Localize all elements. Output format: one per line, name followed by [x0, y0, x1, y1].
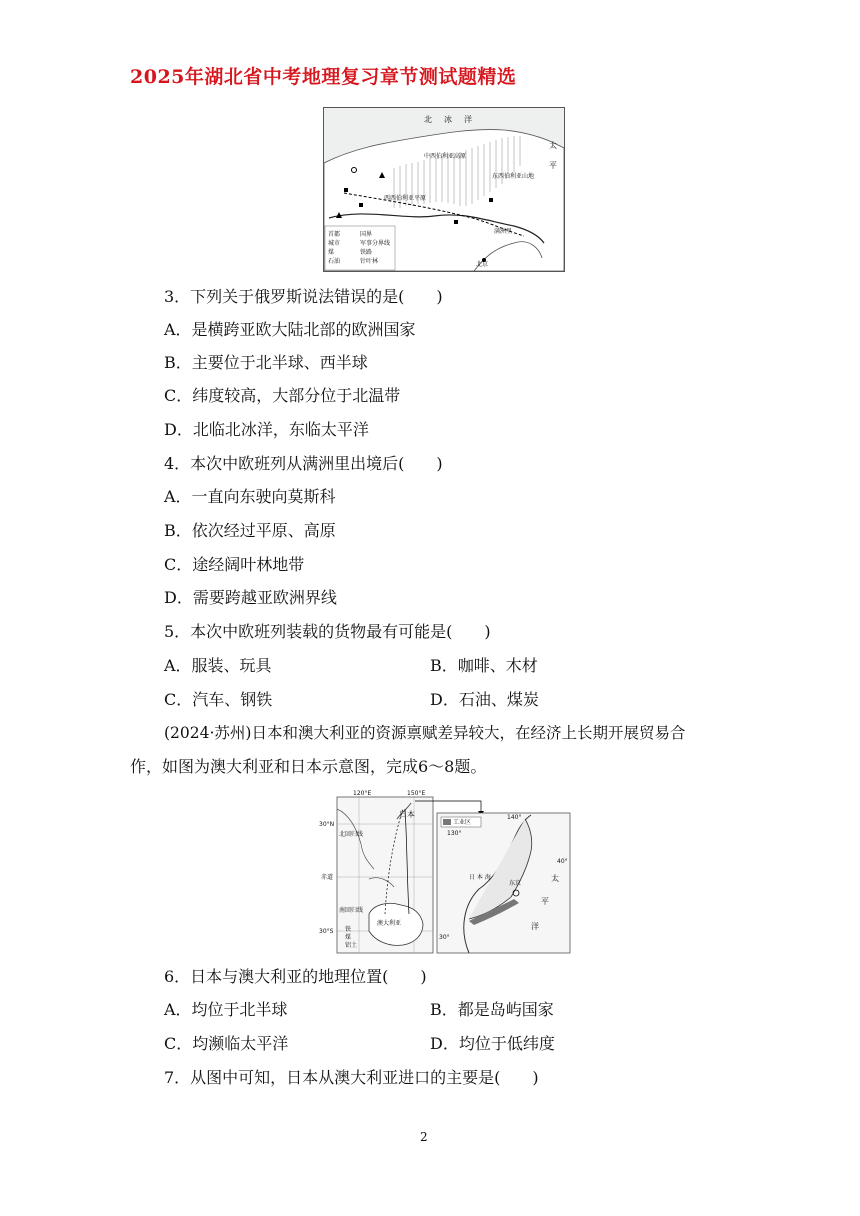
- map-label-tokyo: 东京: [509, 880, 522, 887]
- map-label-japan: 日本: [399, 810, 415, 819]
- map-label-arctic-1: 北: [424, 115, 432, 124]
- question-4-option-a: A．一直向东驶向莫斯科: [164, 487, 336, 506]
- coord-30s: 30°S: [319, 928, 334, 935]
- question-3-option-c: C．纬度较高，大部分位于北温带: [164, 386, 401, 405]
- map-label-arctic-2: 冰: [444, 115, 452, 124]
- question-4-stem: 4．本次中欧班列从满洲里出境后( ): [164, 454, 443, 473]
- map-label-east-siberian-mountains: 东西伯利亚山地: [492, 173, 535, 180]
- map-label-tropic-capricorn: 南回归线: [339, 907, 364, 914]
- page-number: 2: [420, 1130, 428, 1144]
- question-3-option-a: A．是横跨亚欧大陆北部的欧洲国家: [164, 320, 416, 339]
- question-5-option-c: C．汽车、钢铁: [164, 690, 273, 709]
- question-5-stem: 5．本次中欧班列装载的货物最有可能是( ): [164, 622, 491, 641]
- question-4-option-c: C．途经阔叶林地带: [164, 555, 305, 574]
- question-6-option-a: A．均位于北半球: [164, 1000, 288, 1019]
- question-6-option-b: B．都是岛屿国家: [430, 1000, 554, 1019]
- legend-city: 城市: [328, 240, 341, 247]
- coord-140: 140°: [507, 814, 522, 821]
- coord-120e: 120°E: [353, 790, 372, 797]
- legend-industrial-zone: 工业区: [453, 819, 472, 826]
- question-7-stem: 7．从图中可知，日本从澳大利亚进口的主要是( ): [164, 1068, 539, 1087]
- intro-line-1: (2024·苏州)日本和澳大利亚的资源禀赋差异较大，在经济上长期开展贸易合: [164, 724, 686, 742]
- map-label-pacific-jp-3: 洋: [531, 922, 539, 931]
- map-label-arctic-3: 洋: [464, 115, 472, 124]
- legend-coniferous-forest: 针叶林: [360, 258, 379, 265]
- coord-150e: 150°E: [407, 790, 426, 797]
- coord-30: 30°: [439, 934, 450, 941]
- legend-border: 国界: [360, 231, 373, 238]
- legend-iron: 铁: [345, 926, 352, 933]
- question-5-option-a: A．服装、玩具: [164, 656, 272, 675]
- question-5-option-b: B．咖啡、木材: [430, 656, 538, 675]
- coord-30n: 30°N: [319, 821, 335, 828]
- legend-capital: 首都: [328, 231, 341, 238]
- legend-coal-au: 煤: [345, 934, 352, 941]
- japan-australia-map: [319, 789, 571, 954]
- question-6-stem: 6．日本与澳大利亚的地理位置( ): [164, 967, 427, 986]
- map-label-tropic-cancer: 北回归线: [339, 831, 364, 838]
- question-6-option-c: C．均濒临太平洋: [164, 1034, 289, 1053]
- map-label-australia: 澳大利亚: [377, 920, 402, 927]
- question-4-option-d: D．需要跨越亚欧洲界线: [164, 588, 337, 607]
- map-label-pacific-jp-2: 平: [541, 897, 549, 906]
- legend-coal: 煤: [328, 249, 335, 256]
- map-label-central-siberian-plateau: 中西伯利亚高原: [424, 153, 467, 160]
- question-3-stem: 3．下列关于俄罗斯说法错误的是( ): [164, 287, 443, 306]
- map-label-pacific-jp-1: 太: [551, 874, 559, 883]
- document-header-title: 2025年湖北省中考地理复习章节测试题精选: [130, 66, 517, 88]
- coord-equator: 赤道: [321, 874, 334, 881]
- question-6-option-d: D．均位于低纬度: [430, 1034, 555, 1053]
- legend-railway: 铁路: [360, 249, 373, 256]
- map-label-pacific-1: 太: [549, 141, 557, 150]
- question-3-option-d: D．北临北冰洋，东临太平洋: [164, 420, 369, 439]
- map-label-beijing: 北京: [476, 261, 489, 268]
- russia-map: [323, 107, 565, 272]
- map-label-sea-of-japan: 日 本 海: [469, 874, 491, 881]
- intro-line-2: 作，如图为澳大利亚和日本示意图，完成6～8题。: [130, 757, 487, 776]
- map-label-manzhouli: 满洲里: [494, 228, 513, 235]
- coord-40: 40°: [557, 858, 568, 865]
- legend-bauxite: 铝土: [345, 942, 358, 949]
- coord-130: 130°: [447, 830, 462, 837]
- legend-oil: 石油: [328, 258, 341, 265]
- question-5-option-d: D．石油、煤炭: [430, 690, 539, 709]
- question-3-option-b: B．主要位于北半球、西半球: [164, 353, 368, 372]
- question-4-option-b: B．依次经过平原、高原: [164, 521, 336, 540]
- map-label-west-siberian-plain: 西西伯利亚平原: [384, 195, 427, 202]
- map-label-pacific-2: 平: [549, 161, 557, 170]
- legend-military-line: 军事分界线: [360, 240, 391, 247]
